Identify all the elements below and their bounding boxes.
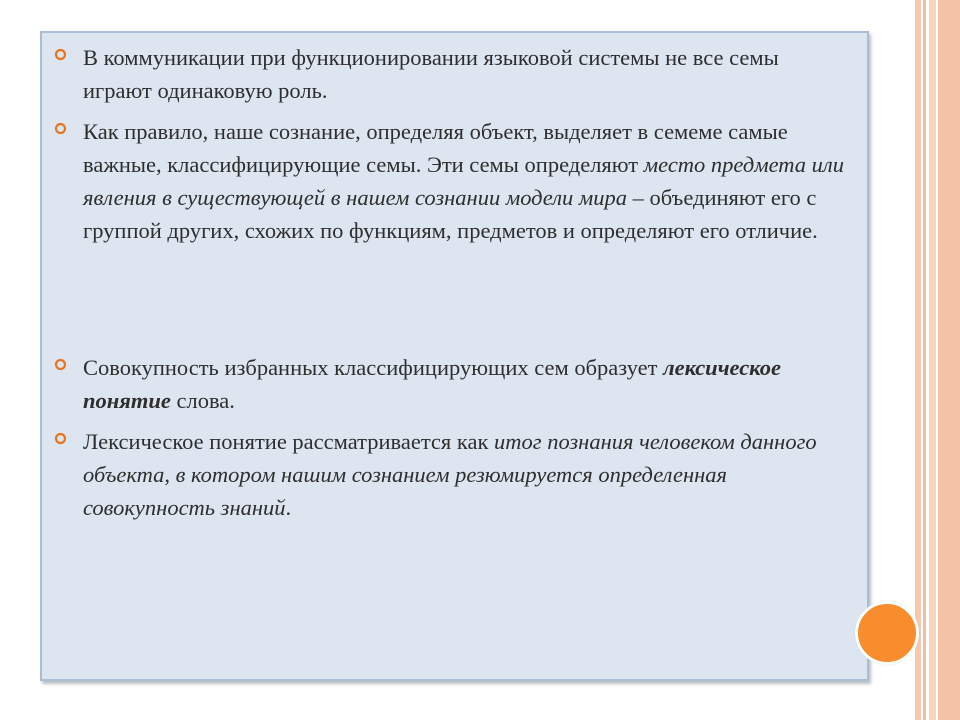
- bullet-text-bold-italic: лексическое понятие: [83, 355, 781, 413]
- stripe: [915, 0, 921, 720]
- bullet-ring-icon: [54, 432, 67, 445]
- bullet-ring-icon: [54, 358, 67, 371]
- bullet-text: – объединяют его с группой других, схожих по функциям, предметов и определяют его отличие.: [83, 185, 818, 243]
- bullet-ring-icon: [54, 122, 67, 135]
- bullet-text: слова.: [170, 388, 235, 413]
- bullet-item: [54, 115, 844, 247]
- bullet-text: Совокупность избранных классифицирующих сем образует: [83, 355, 664, 380]
- bullet-item: [54, 425, 844, 524]
- bullet-item: [54, 41, 844, 107]
- stripe: [938, 0, 960, 720]
- bullet-item: [54, 351, 844, 417]
- decorative-stripes: [915, 0, 960, 720]
- bullet-text: Лексическое понятие рассматривается как: [83, 429, 495, 454]
- orange-circle-decoration: [855, 601, 919, 665]
- stripe: [929, 0, 936, 720]
- bullet-text-italic: место предмета или явления в существующей в нашем сознании модели мира: [83, 152, 844, 210]
- bullet-text: В коммуникации при функционировании языковой системы не все семы играют одинаковую роль.: [83, 45, 779, 103]
- bullet-text: Как правило, наше сознание, определяя объект, выделяет в семеме самые важные, классифицирующие семы. Эти семы определяют: [83, 119, 788, 177]
- bullet-text: .: [285, 495, 292, 520]
- stripe: [923, 0, 926, 720]
- content-panel: [40, 31, 869, 681]
- bullet-text-italic: итог познания человеком данного объекта, в котором нашим сознанием резюмируется определенная совокупность знаний: [83, 429, 817, 520]
- bullet-ring-icon: [54, 48, 67, 61]
